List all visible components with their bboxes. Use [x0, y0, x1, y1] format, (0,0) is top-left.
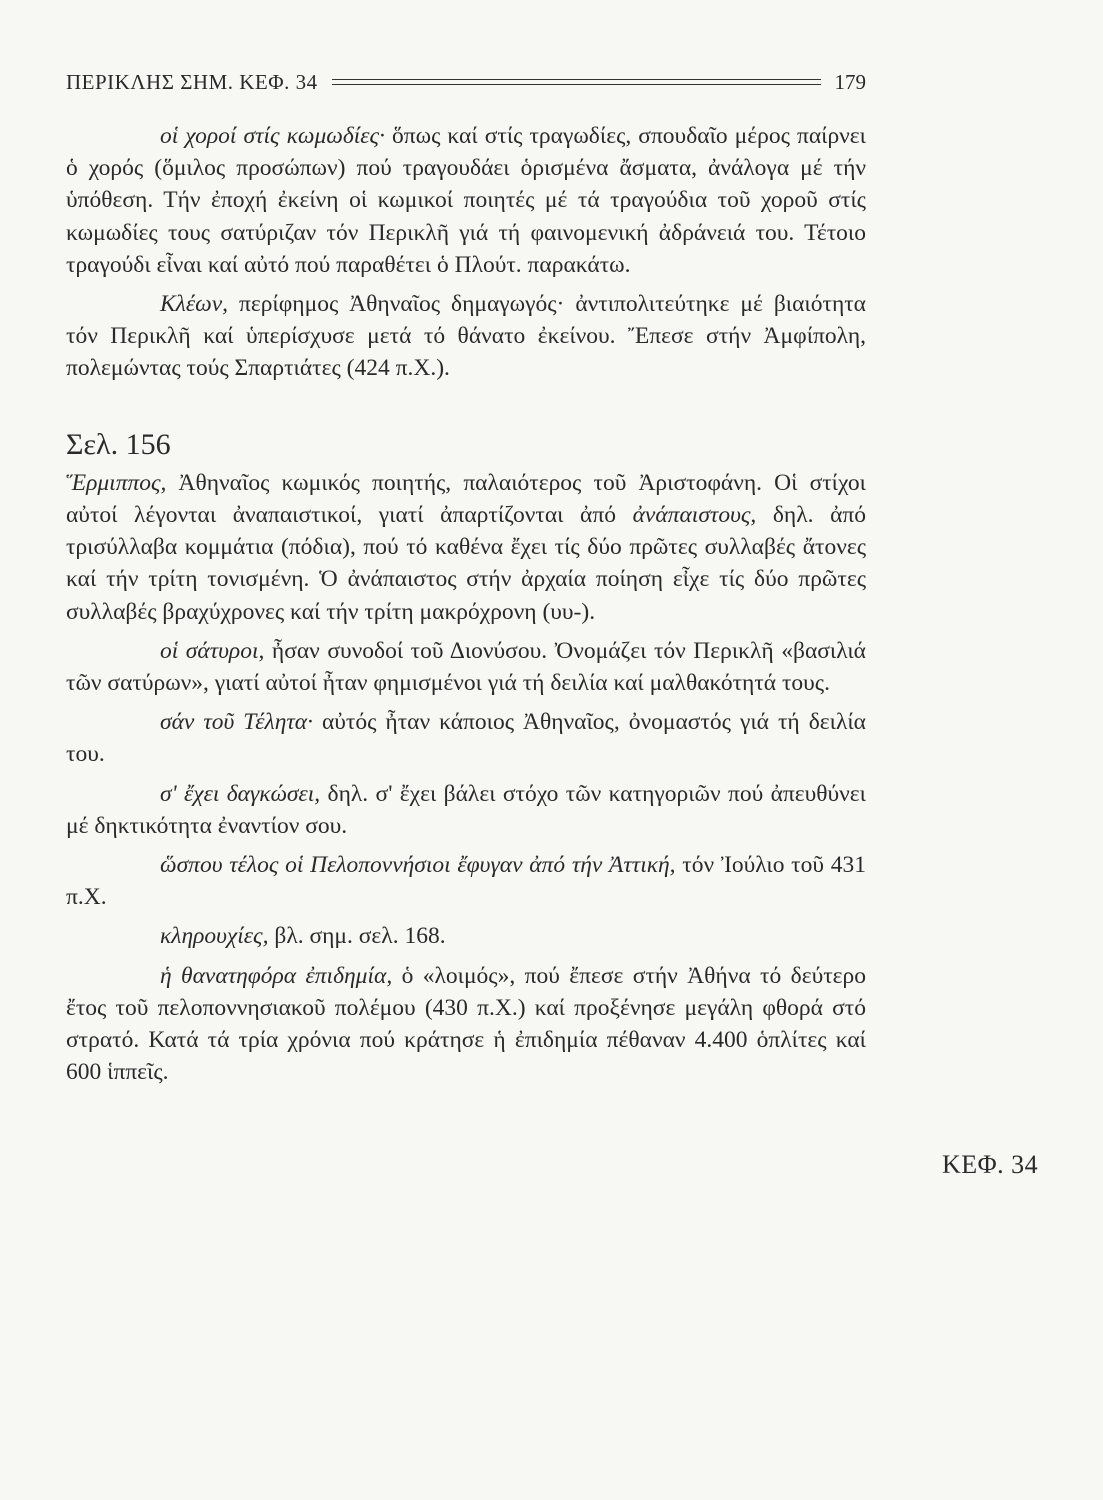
note-lemma: ὥσπου τέλος οἱ Πελοποννήσιοι ἔφυγαν ἀπό τήν Ἀττική, — [160, 852, 676, 879]
note-entry-satyroi — [66, 635, 866, 699]
note-lemma: Ἕρμιππος, — [66, 469, 167, 496]
note-text: Ἀθηναῖος κωμικός ποιητής, παλαιότερος τοῦ Ἀριστοφάνη. Οἱ στίχοι αὐτοί λέγονται ἀναπαιστικοί, γιατί ἀπαρτίζονται ἀπό — [66, 469, 866, 529]
note-text: περίφημος Ἀθηναῖος δημαγωγός· ἀντιπολιτεύτηκε μέ βιαιότητα τόν Περικλῆ καί ὑπερίσχυσε μετά τό θάνατο ἐκείνου. Ἔπεσε στήν Ἀμφίπολη, πολεμώντας τούς Σπαρτιάτες (424 π.Χ.). — [66, 291, 866, 382]
note-entry-telitas — [66, 706, 866, 770]
section-title: Σελ. 156 — [66, 427, 171, 461]
note-lemma: ἡ θανατηφόρα ἐπιδημία, — [160, 962, 393, 989]
note-entry-hermippos — [66, 467, 866, 628]
margin-chapter-note: ΚΕΦ. 34 — [942, 1150, 1039, 1179]
note-lemma: σ' ἔχει δαγκώσει, — [160, 780, 321, 807]
running-header — [66, 66, 866, 98]
note-text: ὁ «λοιμός», πού ἔπεσε στήν Ἀθήνα τό δεύτερο ἔτος τοῦ πελοποννησιακοῦ πολέμου (430 π.Χ.) καί προξένησε μεγάλη φθορά στό στρατό. Κατά τά τρία χρόνια πού κράτησε ἡ ἐπιδημία πέθαναν 4.400 ὁπλίτες καί 600 ἱππεῖς. — [66, 962, 866, 1086]
note-text: ἦσαν συνοδοί τοῦ Διονύσου. Ὀνομάζει τόν Περικλῆ «βασιλιά τῶν σατύρων», γιατί αὐτοί ἦταν φημισμένοι γιά τή δειλία καί μαλθακότητά τους. — [66, 637, 866, 697]
note-italic-term: ἀνάπαιστους, — [632, 502, 757, 529]
note-text: αὐτός ἦταν κάποιος Ἀθηναῖος, ὀνομαστός γιά τή δειλία του. — [66, 709, 866, 768]
note-lemma: οἱ χοροί στίς κωμωδίες· — [160, 123, 385, 149]
note-lemma: σάν τοῦ Τέλητα· — [160, 709, 313, 736]
note-lemma: οἱ σάτυροι, — [160, 637, 265, 664]
page-number: 179 — [834, 69, 866, 94]
note-entry-klirouchies — [66, 920, 866, 952]
note-entry-kleon — [66, 288, 866, 385]
notes-body — [66, 120, 866, 1095]
note-entry-choroi — [66, 120, 866, 281]
note-text: δηλ. ἀπό τρισύλλαβα κομμάτια (πόδια), πού τό καθένα ἔχει τίς δύο πρῶτες συλλαβές ἄτονες καί τήν τρίτη τονισμένη. Ὁ ἀνάπαιστος στήν ἀρχαία ποίηση εἶχε τίς δύο πρῶτες συλλαβές βραχύχρονες καί τήν τρίτη μακρόχρονη (υυ-). — [66, 502, 867, 625]
note-entry-epidimia — [66, 960, 866, 1089]
note-text: ὅπως καί στίς τραγωδίες, σπουδαῖο μέρος παίρνει ὁ χορός (ὅμιλος προσώπων) πού τραγουδάει ὁρισμένα ἄσματα, ἀνάλογα μέ τήν ὑπόθεση. Τήν ἐποχή ἐκείνη οἱ κωμικοί ποιητές μέ τά τραγούδια τοῦ χοροῦ στίς κωμωδίες τους σατύριζαν τόν Περικλῆ γιά τή φαινομενική ἀδράνειά του. Τέτοιο τραγούδι εἶναι καί αὐτό πού παραθέτει ὁ Πλούτ. παρακάτω. — [66, 123, 866, 278]
note-entry-peloponnisioi — [66, 849, 866, 913]
note-text: δηλ. σ' ἔχει βάλει στόχο τῶν κατηγοριῶν πού ἀπευθύνει μέ δηκτικότητα ἐναντίον σου. — [66, 780, 866, 839]
running-title: ΠΕΡΙΚΛΗΣ ΣΗΜ. ΚΕΦ. 34 — [66, 69, 318, 94]
note-text: βλ. σημ. σελ. 168. — [268, 923, 446, 950]
note-entry-dagkosei — [66, 778, 866, 842]
header-double-rule — [332, 79, 821, 85]
note-text: τόν Ἰούλιο τοῦ 431 π.Χ. — [66, 852, 866, 911]
note-lemma: Κλέων, — [160, 291, 229, 318]
note-lemma: κληρουχίες, — [160, 923, 269, 950]
